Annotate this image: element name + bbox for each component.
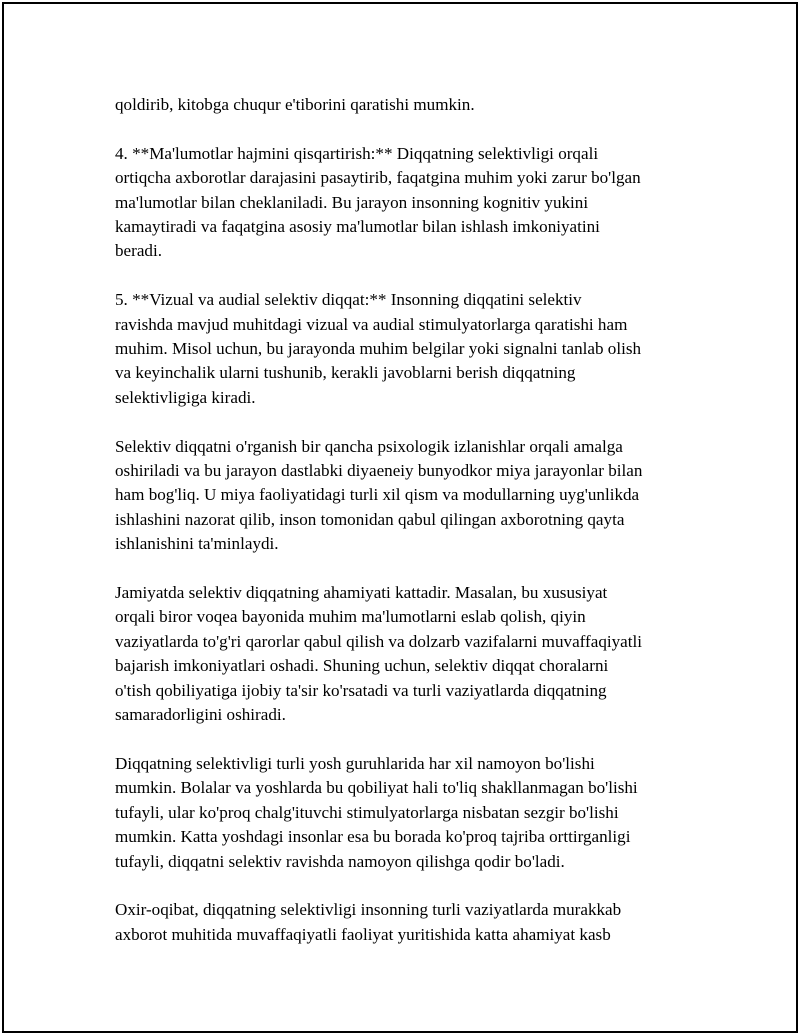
text-line: qoldirib, kitobga chuqur e'tiborini qaratishi mumkin. — [115, 95, 475, 114]
text-line: ortiqcha axborotlar darajasini pasaytirib, faqatgina muhim yoki zarur bo'lgan — [115, 168, 641, 188]
document-body — [115, 93, 695, 972]
text-line: mumkin. Katta yoshdagi insonlar esa bu borada ko'proq tajriba orttirganligi — [115, 827, 631, 847]
text-line: oshiriladi va bu jarayon dastlabki diyaeneiy bunyodkor miya jarayonlar bilan — [115, 461, 643, 481]
paragraph-2 — [115, 142, 695, 264]
text-line: Selektiv diqqatni o'rganish bir qancha psixologik izlanishlar orqali amalga — [115, 436, 623, 456]
text-line: Diqqatning selektivligi turli yosh guruhlarida har xil namoyon bo'lishi — [115, 753, 595, 773]
paragraph-6 — [115, 752, 695, 874]
text-line: tufayli, ular ko'proq chalg'ituvchi stimulyatorlarga nisbatan sezgir bo'lishi — [115, 802, 619, 822]
text-line: Oxir-oqibat, diqqatning selektivligi insonning turli vaziyatlarda murakkab — [115, 900, 622, 920]
text-line: kamaytiradi va faqatgina asosiy ma'lumotlar bilan ishlash imkoniyatini — [115, 217, 600, 237]
text-line: o'tish qobiliyatiga ijobiy ta'sir ko'rsatadi va turli vaziyatlarda diqqatning — [115, 680, 607, 700]
text-line: va keyinchalik ularni tushunib, kerakli javoblarni berish diqqatning — [115, 363, 576, 383]
text-line: 4. **Ma'lumotlar hajmini qisqartirish:** Diqqatning selektivligi orqali — [115, 143, 599, 163]
paragraph-7 — [115, 898, 695, 947]
text-line: muhim. Misol uchun, bu jarayonda muhim belgilar yoki signalni tanlab olish — [115, 339, 642, 359]
text-line: orqali biror voqea bayonida muhim ma'lumotlarni eslab qolish, qiyin — [115, 607, 586, 627]
text-line: samaradorligini oshiradi. — [115, 705, 286, 725]
text-line: tufayli, diqqatni selektiv ravishda namoyon qilishga qodir bo'ladi. — [115, 851, 565, 871]
paragraph-4 — [115, 435, 695, 557]
text-line: bajarish imkoniyatlari oshadi. Shuning uchun, selektiv diqqat choralarni — [115, 656, 609, 676]
text-line: ma'lumotlar bilan cheklaniladi. Bu jarayon insonning kognitiv yukini — [115, 192, 589, 212]
text-line: vaziyatlarda to'g'ri qarorlar qabul qilish va dolzarb vazifalarni muvaffaqiyatli — [115, 631, 642, 651]
text-line: ishlashini nazorat qilib, inson tomonidan qabul qilingan axborotning qayta — [115, 509, 625, 529]
text-line: beradi. — [115, 241, 162, 261]
paragraph-3 — [115, 288, 695, 410]
text-line: ravishda mavjud muhitdagi vizual va audial stimulyatorlarga qaratishi ham — [115, 314, 628, 334]
paragraph-5 — [115, 581, 695, 727]
text-line: ham bog'liq. U miya faoliyatidagi turli xil qism va modullarning uyg'unlikda — [115, 485, 640, 505]
text-line: 5. **Vizual va audial selektiv diqqat:** Insonning diqqatini selektiv — [115, 290, 582, 310]
text-line: Jamiyatda selektiv diqqatning ahamiyati kattadir. Masalan, bu xususiyat — [115, 583, 608, 603]
text-line: mumkin. Bolalar va yoshlarda bu qobiliyat hali to'liq shakllanmagan bo'lishi — [115, 778, 638, 798]
text-line: axborot muhitida muvaffaqiyatli faoliyat yuritishida katta ahamiyat kasb — [115, 924, 611, 944]
text-line: ishlanishini ta'minlaydi. — [115, 534, 279, 554]
text-line: selektivligiga kiradi. — [115, 387, 256, 407]
paragraph-1 — [115, 93, 695, 117]
